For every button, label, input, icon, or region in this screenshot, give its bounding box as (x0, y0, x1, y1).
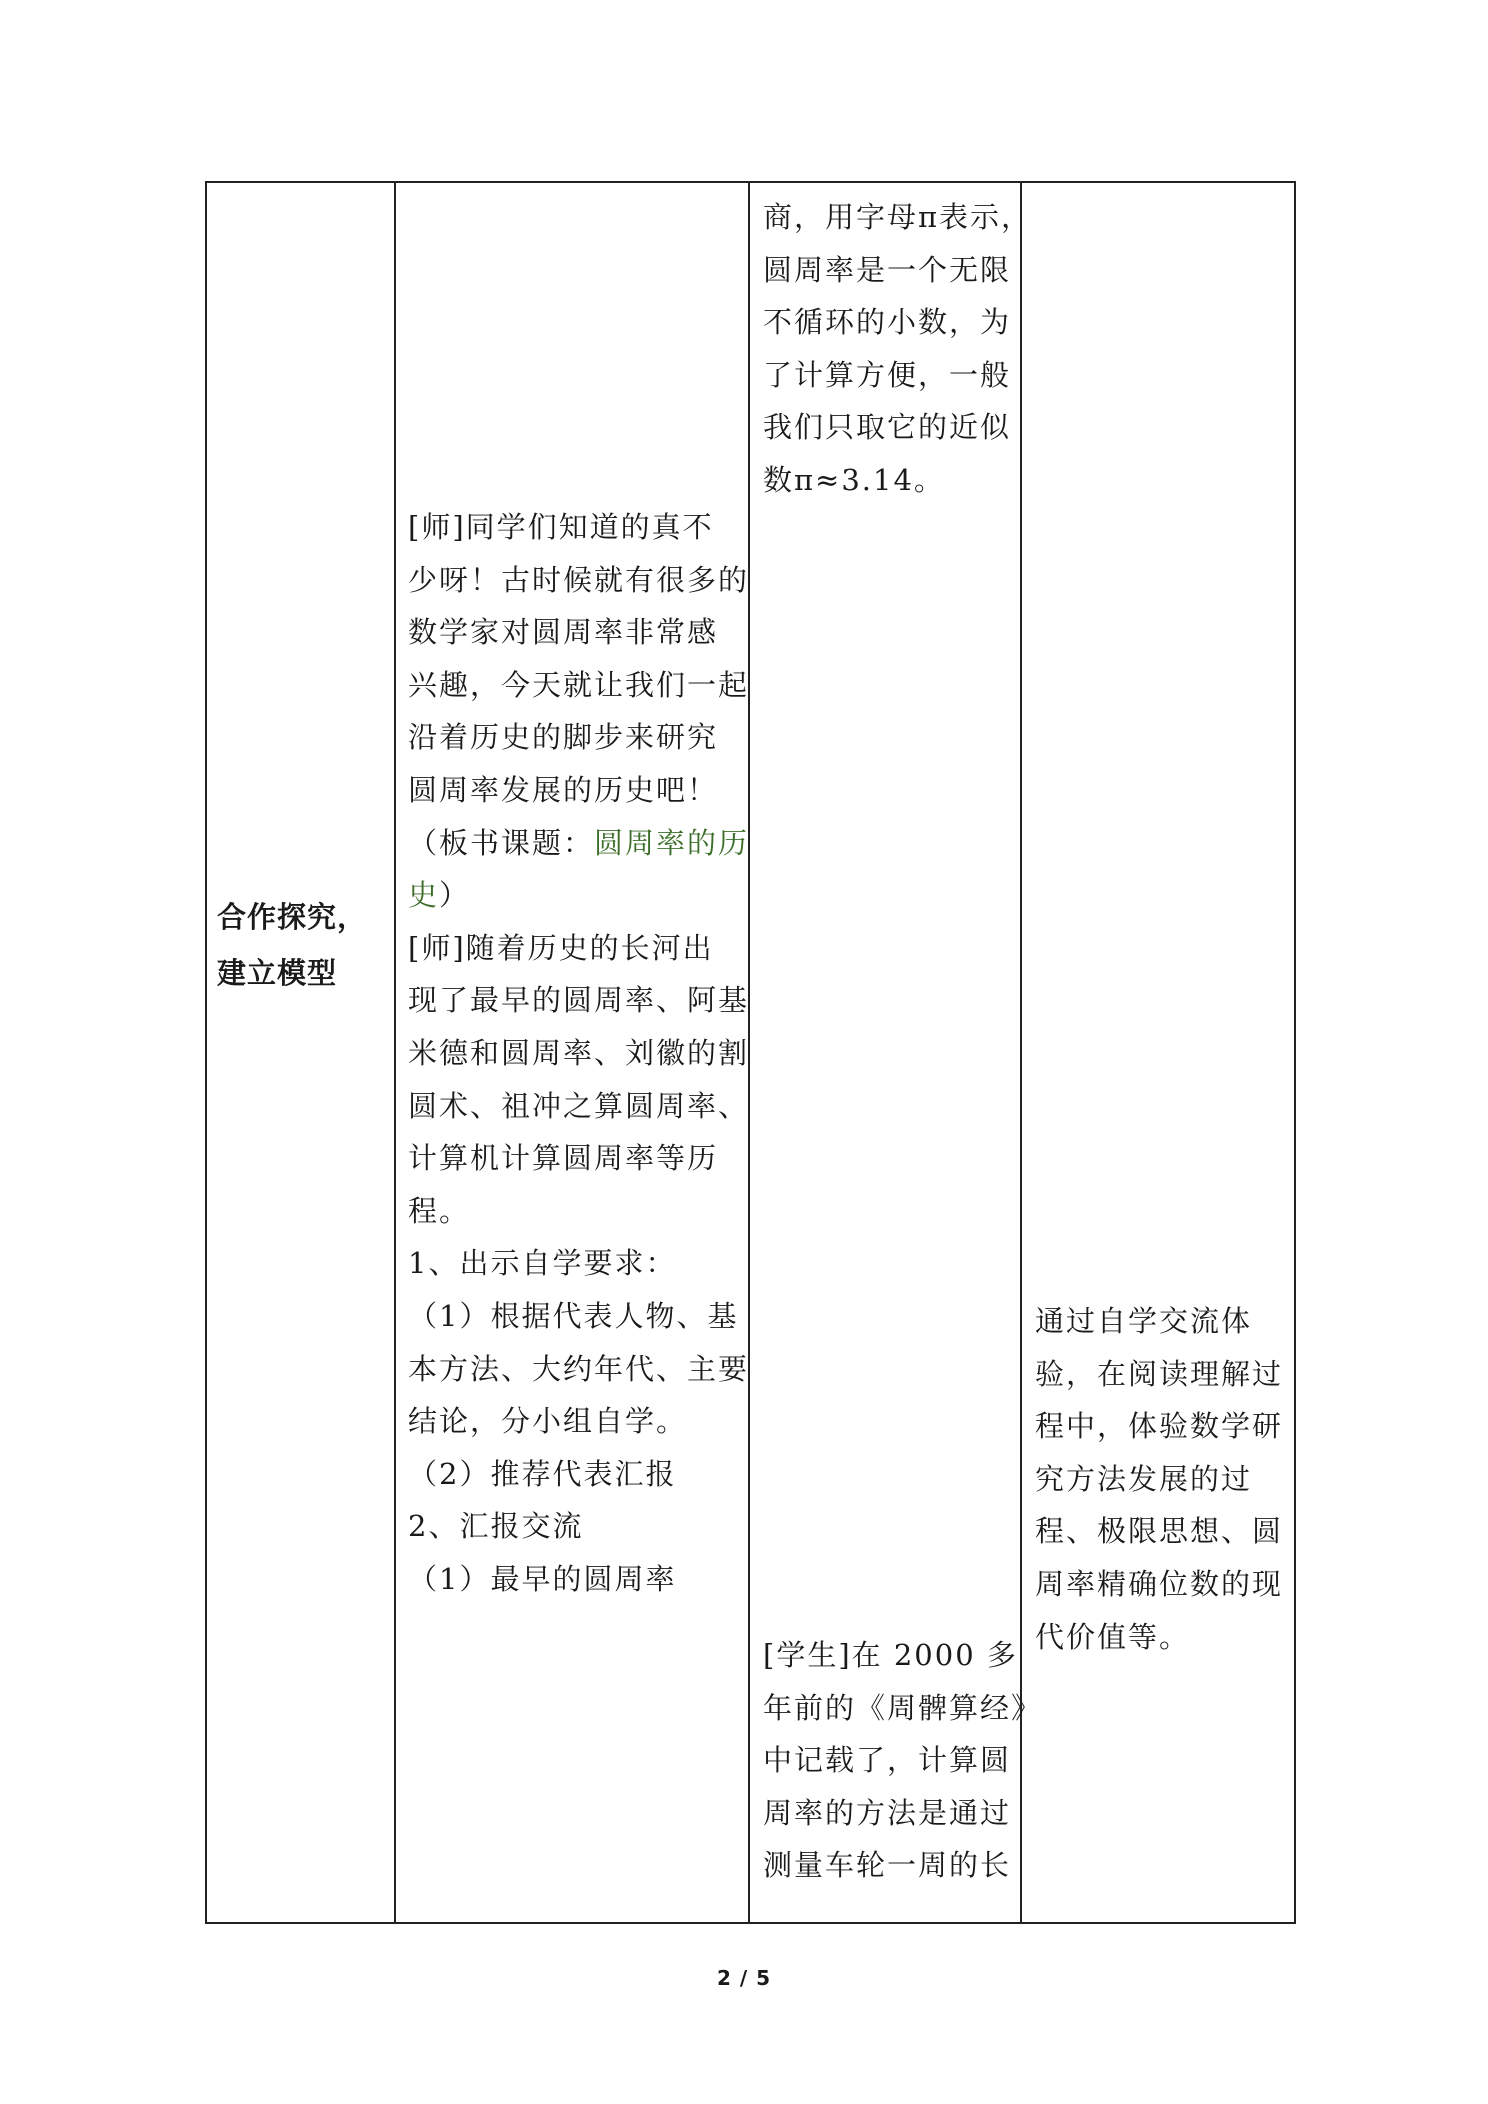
stage-line: 合作探究， (217, 900, 368, 934)
text-line: 沿着历史的脚步来研究 (408, 720, 719, 755)
text-line: 商，用字母π表示， (763, 200, 1033, 234)
text-line: 1、出示自学要求： (408, 1246, 677, 1281)
text-line: 数π≈3.14。 (763, 462, 945, 497)
board-title-line (408, 817, 749, 870)
text-line: 米德和圆周率、刘徽的割 (408, 1035, 750, 1070)
text-line: 圆周率是一个无限 (763, 252, 1012, 287)
text-line: 周率的方法是通过 (763, 1795, 1012, 1830)
text-line: 少呀！古时候就有很多的 (408, 562, 750, 597)
design-intent-cell (1035, 1295, 1283, 1663)
stage-line: 建立模型 (217, 956, 338, 990)
text-line: 兴趣，今天就让我们一起 (408, 667, 750, 702)
text-line: 圆周率发展的历史吧！ (408, 772, 719, 807)
board-title-prefix: （板书课题： (408, 825, 595, 860)
text-line: 测量车轮一周的长 (763, 1848, 1012, 1883)
text-line: 不循环的小数，为 (763, 305, 1012, 340)
student-response-cell-top (763, 191, 1032, 507)
teacher-activity-cell (408, 501, 749, 1605)
text-line: 代价值等。 (1035, 1619, 1191, 1654)
text-line: 程、极限思想、圆 (1035, 1514, 1284, 1549)
text-line: 通过自学交流体 (1035, 1304, 1253, 1338)
column-divider (394, 183, 396, 1922)
student-response-cell-bottom (763, 1629, 1042, 1892)
text-line: （2）推荐代表汇报 (408, 1456, 677, 1491)
page-number: 2 / 5 (716, 1966, 772, 1990)
text-line: 现了最早的圆周率、阿基 (408, 983, 750, 1018)
text-line: 本方法、大约年代、主要 (408, 1351, 750, 1386)
board-title-text: 史 (408, 878, 440, 913)
text-line: 圆术、祖冲之算圆周率、 (408, 1088, 750, 1123)
text-line: 数学家对圆周率非常感 (408, 615, 719, 650)
text-line: [师]随着历史的长河出 (408, 930, 714, 965)
text-line: 中记载了，计算圆 (763, 1743, 1012, 1778)
board-title-text: 圆周率的历 (594, 825, 750, 860)
board-title-line (408, 869, 749, 922)
text-line: 程。 (408, 1193, 471, 1228)
text-line: 结论，分小组自学。 (408, 1404, 688, 1439)
text-line: 2、汇报交流 (408, 1509, 584, 1544)
board-title-suffix: ） (439, 878, 471, 913)
text-line: [师]同学们知道的真不 (408, 510, 714, 544)
text-line: 计算机计算圆周率等历 (408, 1141, 719, 1176)
text-line: 程中，体验数学研 (1035, 1409, 1284, 1444)
text-line: 了计算方便，一般 (763, 357, 1012, 392)
text-line: 年前的《周髀算经》 (763, 1690, 1043, 1725)
text-line: 究方法发展的过 (1035, 1461, 1253, 1496)
text-line: 周率精确位数的现 (1035, 1566, 1284, 1601)
text-line: [学生]在 2000 多 (763, 1638, 1018, 1672)
text-line: 我们只取它的近似 (763, 410, 1012, 445)
text-line: （1）最早的圆周率 (408, 1561, 677, 1596)
text-line: 验，在阅读理解过 (1035, 1356, 1284, 1391)
text-line: （1）根据代表人物、基 (408, 1298, 739, 1333)
stage-cell (217, 889, 367, 1001)
lesson-plan-table (205, 181, 1296, 1924)
